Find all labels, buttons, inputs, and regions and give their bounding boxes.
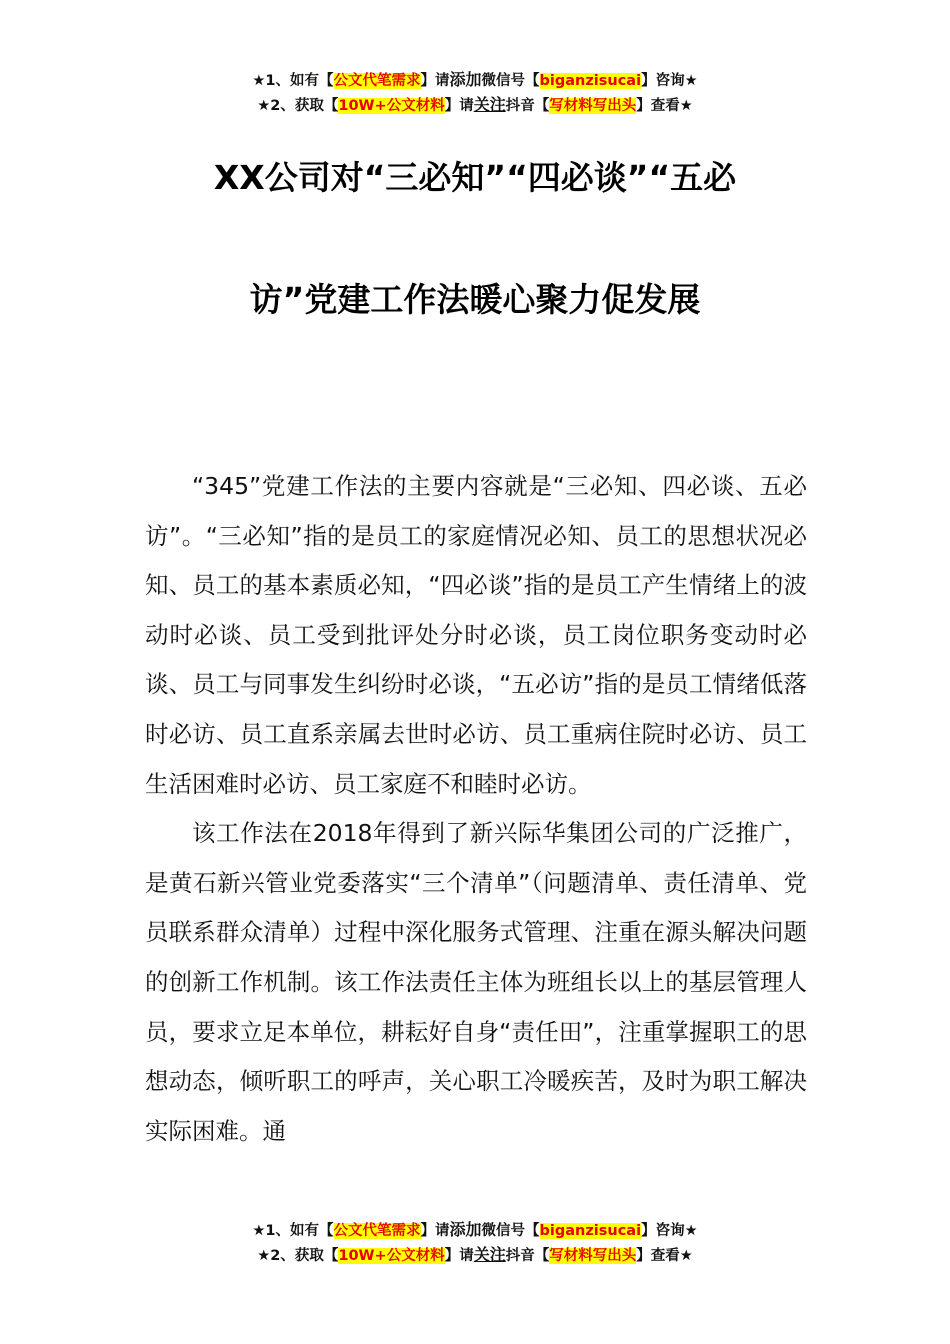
highlight-wechat-id: biganzisucai — [539, 73, 642, 89]
banner-text: 微信号【 — [481, 73, 540, 89]
banner-text: ★1、如有【 — [252, 73, 334, 89]
banner-text: 】查看★ — [636, 98, 693, 114]
highlight-materials: 10W+公文材料 — [338, 1248, 445, 1264]
banner-text: ★1、如有【 — [252, 1223, 334, 1239]
banner-text: 】请 — [420, 73, 450, 89]
highlight-douyin: 写材料写出头 — [549, 1248, 637, 1264]
banner-text: 】咨询★ — [641, 73, 698, 89]
banner-text: 抖音【 — [505, 98, 550, 114]
highlight-service: 公文代笔需求 — [333, 73, 421, 89]
banner-text: 】咨询★ — [641, 1223, 698, 1239]
banner-line-2 — [0, 1243, 950, 1268]
banner-emphasis: 关注 — [473, 1245, 506, 1264]
header-banner — [0, 68, 950, 118]
banner-text: ★2、获取【 — [257, 98, 339, 114]
banner-line-1 — [0, 1218, 950, 1243]
highlight-service: 公文代笔需求 — [333, 1223, 421, 1239]
banner-text: 】请 — [444, 98, 474, 114]
highlight-materials: 10W+公文材料 — [338, 98, 445, 114]
highlight-wechat-id: biganzisucai — [539, 1223, 642, 1239]
document-title-line-1: XX公司对“三必知”“四必谈”“五必 — [213, 158, 737, 197]
banner-line-2 — [0, 93, 950, 118]
paragraph-2: 该工作法在2018年得到了新兴际华集团公司的广泛推广，是黄石新兴管业党委落实“三个清单”（问题清单、责任清单、党员联系群众清单）过程中深化服务式管理、注重在源头解决问题的创新工作机制。该工作法责任主体为班组长以上的基层管理人员，要求立足本单位，耕耘好自身“责任田”，注重掌握职工的思想动态，倾听职工的呼声，关心职工冷暖疾苦，及时为职工解决实际困难。通 — [145, 819, 807, 1145]
document-body — [145, 462, 807, 1156]
paragraph-1: “345”党建工作法的主要内容就是“三必知、四必谈、五必访”。“三必知”指的是员工的家庭情况必知、员工的思想状况必知、员工的基本素质必知，“四必谈”指的是员工产生情绪上的波动时必谈、员工受到批评处分时必谈，员工岗位职务变动时必谈、员工与同事发生纠纷时必谈，“五必访”指的是员工情绪低落时必访、员工直系亲属去世时必访、员工重病住院时必访、员工生活困难时必访、员工家庭不和睦时必访。 — [145, 472, 807, 798]
highlight-douyin: 写材料写出头 — [549, 98, 637, 114]
banner-text: 】请 — [444, 1248, 474, 1264]
banner-line-1 — [0, 68, 950, 93]
document-title-line-2: 访”党建工作法暖心聚力促发展 — [249, 280, 701, 319]
banner-emphasis: 关注 — [473, 95, 506, 114]
banner-text: 微信号【 — [481, 1223, 540, 1239]
banner-emphasis: 添加 — [449, 1220, 482, 1239]
footer-banner — [0, 1218, 950, 1268]
banner-text: 抖音【 — [505, 1248, 550, 1264]
banner-emphasis: 添加 — [449, 70, 482, 89]
banner-text: ★2、获取【 — [257, 1248, 339, 1264]
banner-text: 】查看★ — [636, 1248, 693, 1264]
banner-text: 】请 — [420, 1223, 450, 1239]
